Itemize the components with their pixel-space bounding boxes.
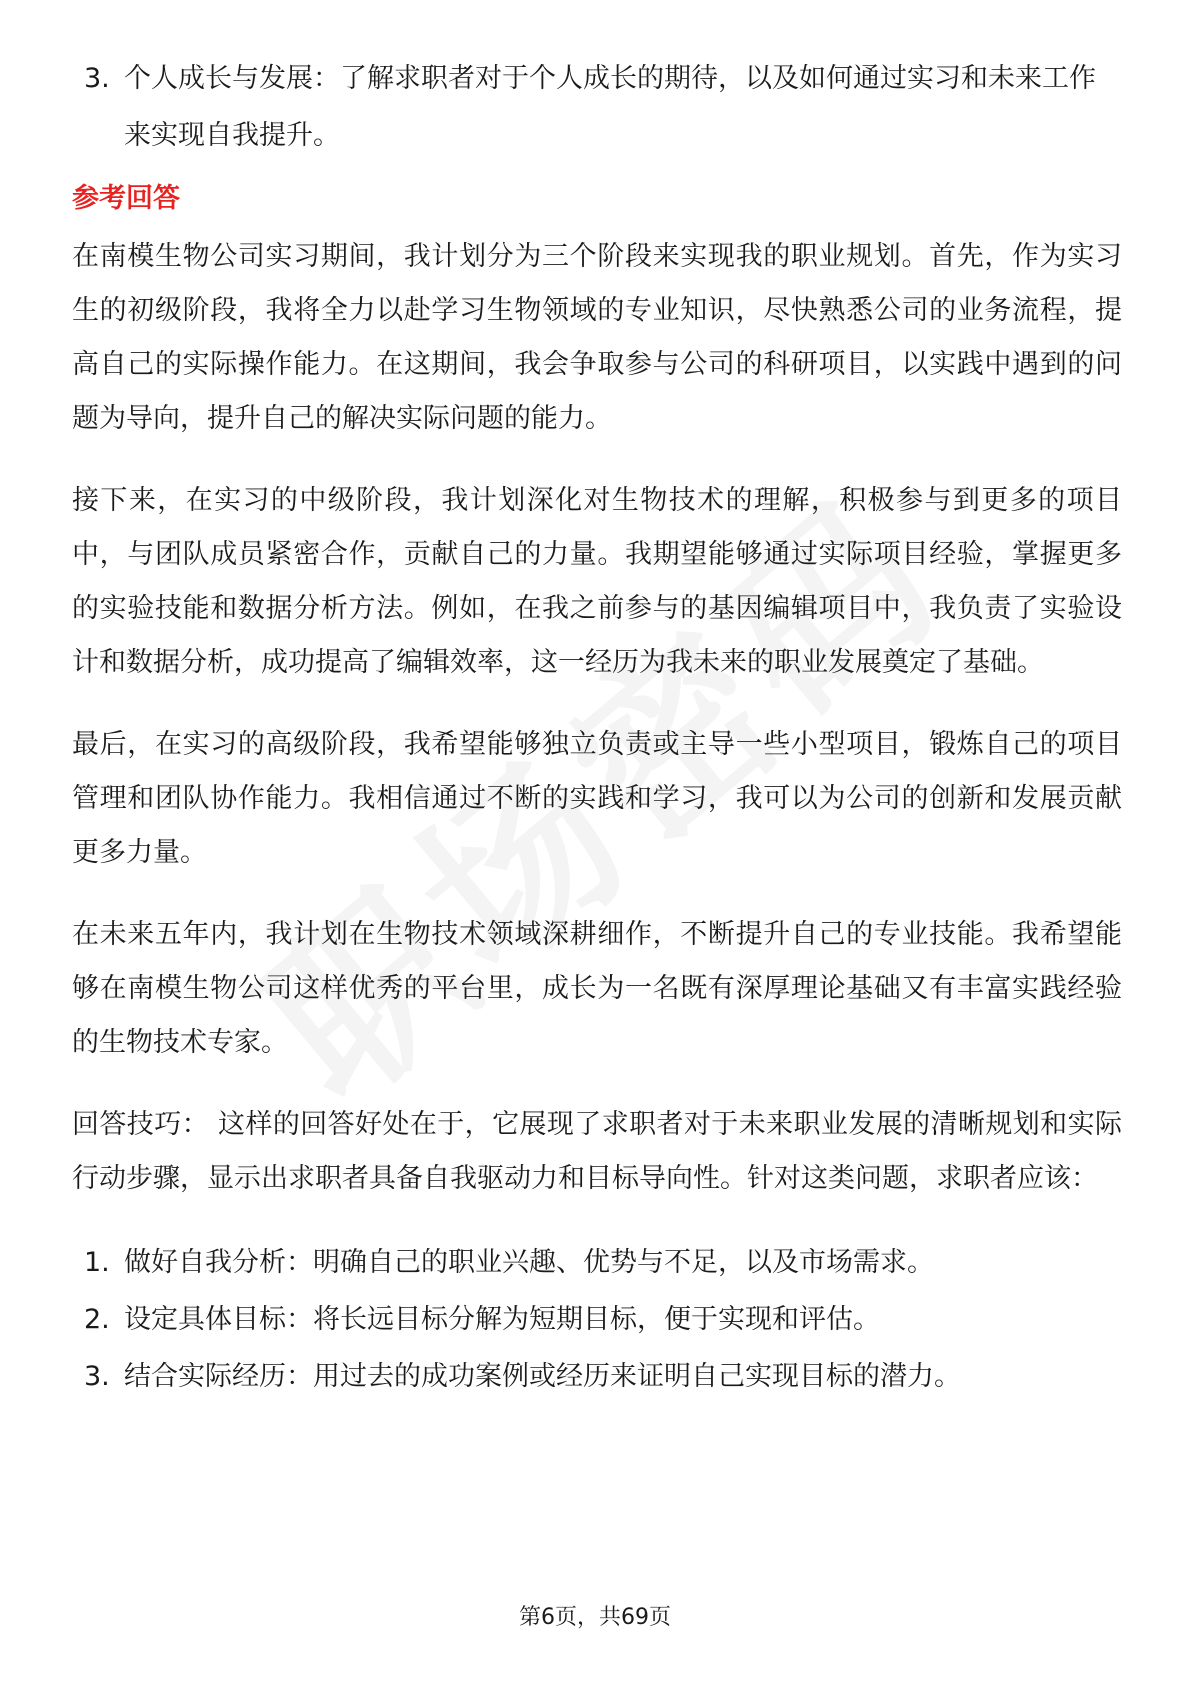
list-item (72, 1348, 1122, 1405)
list-number: 2. (84, 1304, 110, 1335)
tips-paragraph: 回答技巧： 这样的回答好处在于，它展现了求职者对于未来职业发展的清晰规划和实际行动步骤，显示出求职者具备自我驱动力和目标导向性。针对这类问题，求职者应该： (72, 1109, 1122, 1194)
page-number: 第6页，共69页 (519, 1605, 671, 1630)
page-content (72, 50, 1122, 1405)
list-text: 个人成长与发展：了解求职者对于个人成长的期待，以及如何通过实习和未来工作来实现自我提升。 (124, 63, 1096, 151)
question-points-list (72, 50, 1122, 164)
paragraph: 最后，在实习的高级阶段，我希望能够独立负责或主导一些小型项目，锻炼自己的项目管理和团队协作能力。我相信通过不断的实践和学习，我可以为公司的创新和发展贡献更多力量。 (72, 729, 1122, 868)
list-number: 3. (84, 1361, 110, 1392)
list-text: 结合实际经历：用过去的成功案例或经历来证明自己实现目标的潜力。 (124, 1361, 961, 1392)
paragraph: 在未来五年内，我计划在生物技术领域深耕细作，不断提升自己的专业技能。我希望能够在南模生物公司这样优秀的平台里，成长为一名既有深厚理论基础又有丰富实践经验的生物技术专家。 (72, 919, 1122, 1058)
list-item (72, 1234, 1122, 1291)
list-item (72, 50, 1122, 164)
section-heading: 参考回答 (72, 183, 180, 214)
paragraph: 在南模生物公司实习期间，我计划分为三个阶段来实现我的职业规划。首先，作为实习生的初级阶段，我将全力以赴学习生物领域的专业知识，尽快熟悉公司的业务流程，提高自己的实际操作能力。在这期间，我会争取参与公司的科研项目，以实践中遇到的问题为导向，提升自己的解决实际问题的能力。 (72, 241, 1122, 434)
list-number: 3. (84, 63, 110, 94)
list-text: 做好自我分析：明确自己的职业兴趣、优势与不足，以及市场需求。 (124, 1247, 934, 1278)
list-item (72, 1291, 1122, 1348)
tips-list (72, 1234, 1122, 1405)
list-number: 1. (84, 1247, 110, 1278)
paragraph: 接下来，在实习的中级阶段，我计划深化对生物技术的理解，积极参与到更多的项目中，与团队成员紧密合作，贡献自己的力量。我期望能够通过实际项目经验，掌握更多的实验技能和数据分析方法。例如，在我之前参与的基因编辑项目中，我负责了实验设计和数据分析，成功提高了编辑效率，这一经历为我未来的职业发展奠定了基础。 (72, 485, 1122, 678)
list-text: 设定具体目标：将长远目标分解为短期目标，便于实现和评估。 (124, 1304, 880, 1335)
